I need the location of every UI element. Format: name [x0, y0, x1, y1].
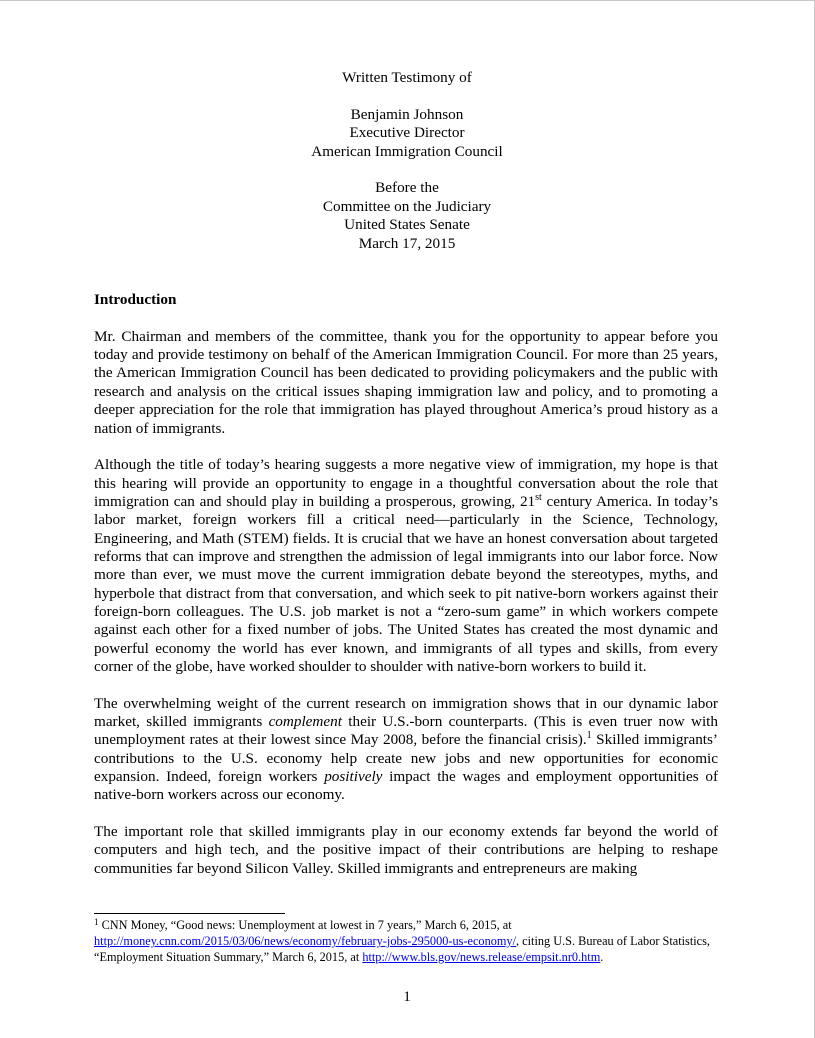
paragraph-4: The important role that skilled immigrants play in our economy extends far beyond the world of computers and high tech, and the positive impact of their contributions are helping to reshape communities far beyond Silicon Valley. Skilled immigrants and entrepreneurs are making: [94, 823, 718, 877]
paragraph-3-text-b: their U.S.-born counterparts. (This is even truer now with unemployment rates at their lowest since May 2008, before the financial crisis).: [94, 713, 718, 749]
footnote-link-bls[interactable]: http://www.bls.gov/news.release/empsit.nr0.htm: [362, 950, 601, 964]
paragraph-2: [94, 456, 718, 676]
emphasis-positively: positively: [324, 768, 383, 786]
footnote-1: [94, 917, 718, 965]
footnote-link-cnn[interactable]: http://money.cnn.com/2015/03/06/news/economy/february-jobs-295000-us-economy/: [94, 934, 516, 948]
paragraph-3: [94, 695, 718, 805]
page-number: 1: [403, 988, 411, 1005]
header-title: Written Testimony of: [342, 69, 472, 86]
senate-label: United States Senate: [344, 216, 470, 234]
paragraph-1: Mr. Chairman and members of the committee, thank you for the opportunity to appear before you today and provide testimony on behalf of the American Immigration Council. For more than 25 years, the American Immigration Council has been dedicated to providing policymakers and the public with research and analysis on the critical issues shaping immigration law and policy, and to promoting a deeper appreciation for the role that immigration has played throughout America’s proud history as a nation of immigrants.: [94, 327, 718, 437]
paragraph-3-text-a: The overwhelming weight of the current research on immigration shows that in our dynamic labor market, skilled immigrants: [94, 694, 718, 731]
paragraph-2-text-b: century America. In today’s labor market, foreign workers fill a critical need—particularly in the Science, Technology, Engineering, and Math (STEM) fields. It is crucial that we have an honest conversation about targeted reforms that can improve and strengthen the admission of legal immigrants into our labor force. Now more than ever, we must move the current immigration debate beyond the stereotypes, myths, and hyperbole that distract from that conversation, and which seek to pit native-born workers against their foreign-born colleagues. The U.S. job market is not a “zero-sum game” in which workers compete against each other for a fixed number of jobs. The United States has created the most dynamic and powerful economy the world has ever known, and immigrants of all types and skills, from every corner of the globe, have worked shoulder to shoulder with native-born workers to build it.: [94, 492, 718, 675]
footnote-text-b: , citing U.S. Bureau of Labor Statistics, “Employment Situation Summary,” March 6, 2015, at: [94, 934, 710, 964]
committee-name: Committee on the Judiciary: [322, 197, 492, 215]
section-heading: Introduction: [94, 291, 177, 308]
paragraph-2-text-a: Although the title of today’s hearing suggests a more negative view of immigration, my hope is that this hearing will provide an opportunity to engage in a thoughtful conversation about the role that immigration can and should play in building a prosperous, growing, 21: [94, 456, 718, 510]
witness-name: Benjamin Johnson: [350, 105, 464, 123]
paragraph-3-text-c: Skilled immigrants’ contributions to the U.S. economy help create new jobs and new opportunities for economic expansion. Indeed, foreign workers: [94, 731, 718, 786]
paragraph-3-text-d: impact the wages and employment opportunities of native-born workers across our economy.: [94, 768, 718, 804]
document-body: [94, 291, 718, 896]
footnote-text-c: .: [600, 950, 604, 964]
footnote-marker: 1: [94, 917, 99, 927]
before-label: Before the: [375, 179, 439, 197]
ordinal-superscript: st: [535, 491, 542, 503]
footnote-reference[interactable]: 1: [586, 730, 592, 742]
testimony-header: [0, 69, 814, 253]
footnote-section: [94, 913, 718, 965]
witness-organization: American Immigration Council: [311, 142, 503, 160]
emphasis-complement: complement: [268, 713, 342, 731]
footnote-rule: [94, 913, 285, 914]
hearing-date: March 17, 2015: [358, 234, 456, 252]
footnote-text-a: CNN Money, “Good news: Unemployment at lowest in 7 years,” March 6, 2015, at: [98, 918, 512, 932]
witness-role: Executive Director: [349, 124, 465, 142]
